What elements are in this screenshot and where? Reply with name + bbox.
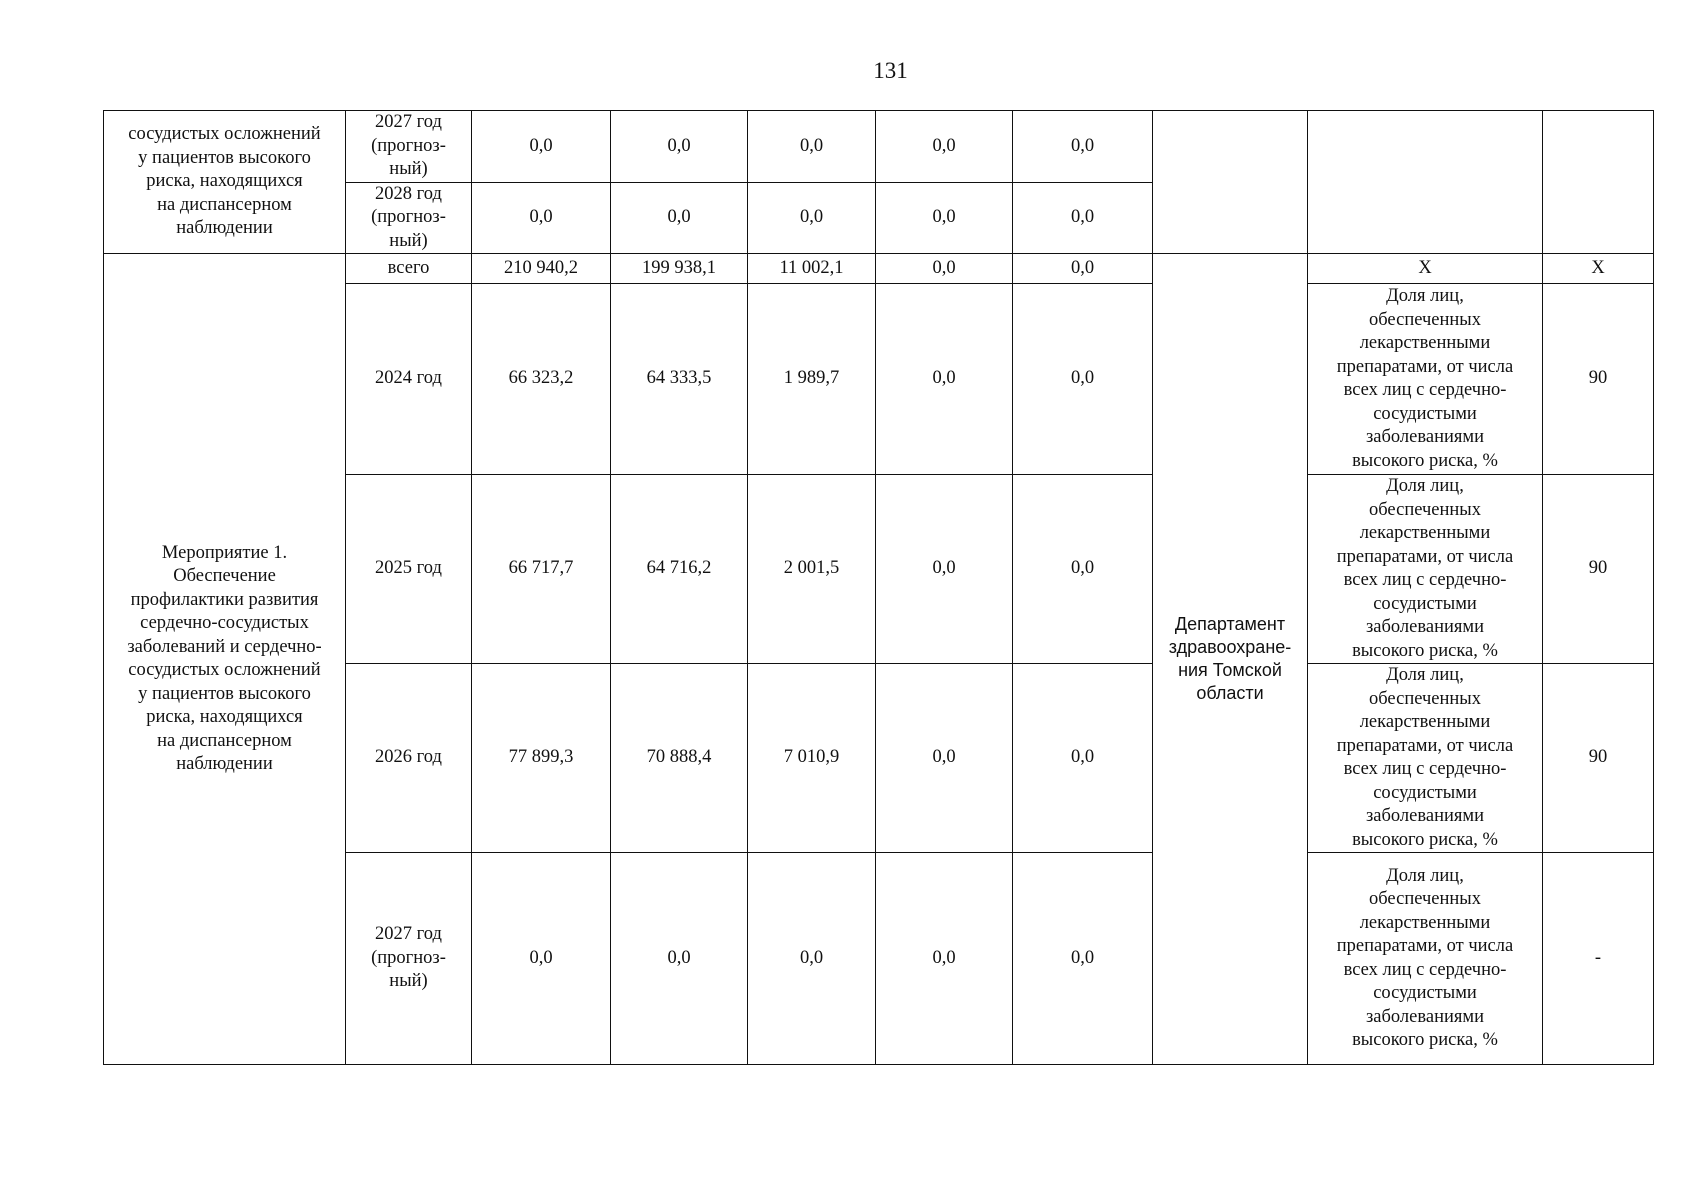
amount-cell: 0,0	[876, 475, 1013, 664]
indicator-cell: Доля лиц, обеспеченных лекарственными препаратами, от числа всех лиц с сердечно- сосудистыми заболеваниями высокого риска, %	[1308, 664, 1543, 853]
amount-cell: 0,0	[1013, 475, 1153, 664]
amount-cell: 0,0	[611, 182, 748, 254]
amount-cell: 77 899,3	[472, 664, 611, 853]
indicator-value-cell: 90	[1543, 475, 1654, 664]
amount-cell: 66 323,2	[472, 284, 611, 475]
indicator-value-cell-empty	[1543, 111, 1654, 254]
indicator-value-cell: 90	[1543, 664, 1654, 853]
amount-cell: 0,0	[876, 284, 1013, 475]
amount-cell: 2 001,5	[748, 475, 876, 664]
period-cell: 2027 год (прогноз- ный)	[346, 853, 472, 1065]
amount-cell: 11 002,1	[748, 254, 876, 284]
period-cell: 2027 год (прогноз- ный)	[346, 111, 472, 183]
department-cell-empty	[1153, 111, 1308, 254]
amount-cell: 0,0	[1013, 182, 1153, 254]
table-row-total	[104, 254, 1654, 284]
indicator-value-cell: X	[1543, 254, 1654, 284]
indicator-cell-empty	[1308, 111, 1543, 254]
amount-cell: 0,0	[1013, 853, 1153, 1065]
amount-cell: 0,0	[1013, 111, 1153, 183]
amount-cell: 1 989,7	[748, 284, 876, 475]
department-cell: Департамент здравоохране- ния Томской области	[1153, 254, 1308, 1065]
amount-cell: 0,0	[1013, 284, 1153, 475]
indicator-value-cell: 90	[1543, 284, 1654, 475]
program-table	[103, 110, 1654, 1065]
period-cell: всего	[346, 254, 472, 284]
amount-cell: 66 717,7	[472, 475, 611, 664]
period-cell: 2024 год	[346, 284, 472, 475]
amount-cell: 0,0	[611, 853, 748, 1065]
period-cell: 2028 год (прогноз- ный)	[346, 182, 472, 254]
amount-cell: 0,0	[876, 111, 1013, 183]
amount-cell: 64 333,5	[611, 284, 748, 475]
amount-cell: 0,0	[1013, 664, 1153, 853]
measure-description-continued: сосудистых осложнений у пациентов высокого риска, находящихся на диспансерном наблюдении	[104, 111, 346, 254]
amount-cell: 7 010,9	[748, 664, 876, 853]
amount-cell: 0,0	[876, 853, 1013, 1065]
amount-cell: 0,0	[748, 853, 876, 1065]
table-row	[104, 111, 1654, 183]
period-cell: 2025 год	[346, 475, 472, 664]
indicator-cell: Доля лиц, обеспеченных лекарственными препаратами, от числа всех лиц с сердечно- сосудистыми заболеваниями высокого риска, %	[1308, 853, 1543, 1065]
measure-description: Мероприятие 1. Обеспечение профилактики развития сердечно-сосудистых заболеваний и сердечно- сосудистых осложнений у пациентов высокого риска, находящихся на диспансерном наблюдении	[104, 254, 346, 1065]
amount-cell: 0,0	[876, 182, 1013, 254]
amount-cell: 64 716,2	[611, 475, 748, 664]
indicator-cell: X	[1308, 254, 1543, 284]
amount-cell: 0,0	[472, 111, 611, 183]
amount-cell: 0,0	[611, 111, 748, 183]
amount-cell: 0,0	[876, 664, 1013, 853]
period-cell: 2026 год	[346, 664, 472, 853]
amount-cell: 199 938,1	[611, 254, 748, 284]
amount-cell: 0,0	[472, 853, 611, 1065]
amount-cell: 0,0	[472, 182, 611, 254]
indicator-cell: Доля лиц, обеспеченных лекарственными препаратами, от числа всех лиц с сердечно- сосудистыми заболеваниями высокого риска, %	[1308, 284, 1543, 475]
amount-cell: 0,0	[748, 111, 876, 183]
indicator-cell: Доля лиц, обеспеченных лекарственными препаратами, от числа всех лиц с сердечно- сосудистыми заболеваниями высокого риска, %	[1308, 475, 1543, 664]
indicator-value-cell: -	[1543, 853, 1654, 1065]
amount-cell: 70 888,4	[611, 664, 748, 853]
amount-cell: 0,0	[876, 254, 1013, 284]
amount-cell: 0,0	[748, 182, 876, 254]
page-number: 131	[873, 58, 908, 83]
amount-cell: 0,0	[1013, 254, 1153, 284]
amount-cell: 210 940,2	[472, 254, 611, 284]
